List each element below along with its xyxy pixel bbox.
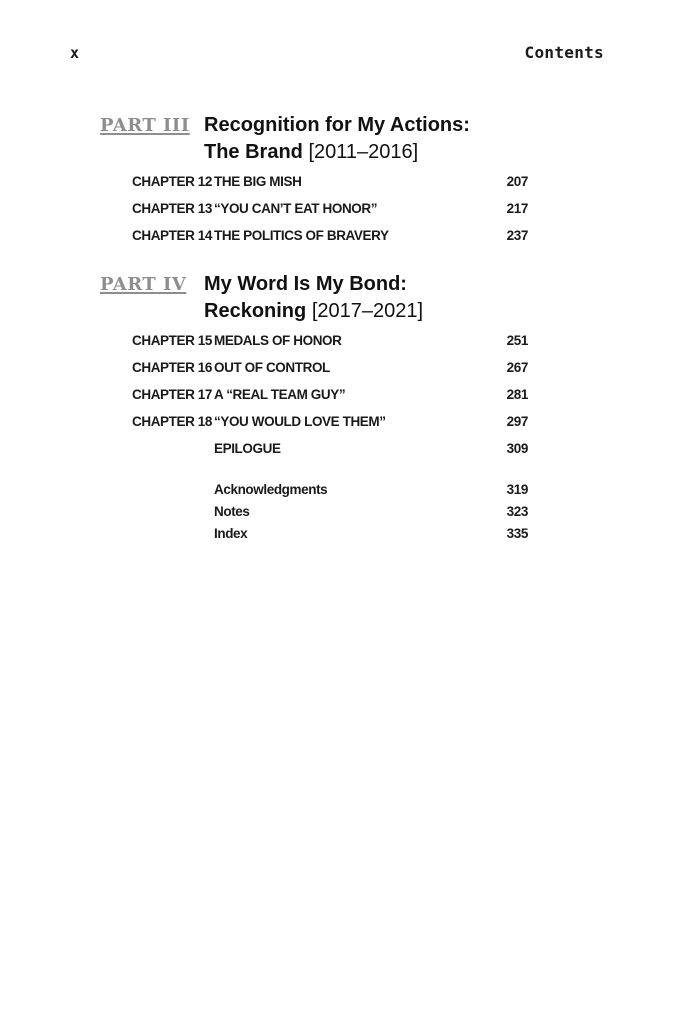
back-matter-title: Index	[214, 526, 248, 541]
page-folio: x	[70, 44, 80, 62]
back-matter-title: Notes	[214, 504, 250, 519]
chapter-title: OUT OF CONTROL	[214, 360, 330, 375]
part-subtitle	[204, 139, 470, 166]
chapter-number: CHAPTER 17	[132, 387, 213, 402]
toc-entry-back-matter[interactable]	[100, 482, 530, 504]
back-matter-page: 319	[506, 482, 528, 497]
toc-entry[interactable]	[100, 201, 530, 228]
part-heading	[100, 271, 530, 325]
chapter-title: “YOU WOULD LOVE THEM”	[214, 414, 386, 429]
chapter-page: 237	[506, 228, 528, 243]
chapter-number: CHAPTER 15	[132, 333, 213, 348]
chapter-page: 309	[506, 441, 528, 456]
chapter-page: 281	[506, 387, 528, 402]
running-head: Contents	[524, 43, 604, 62]
part-section	[100, 112, 530, 255]
chapter-title: “YOU CAN’T EAT HONOR”	[214, 201, 378, 216]
chapter-page: 297	[506, 414, 528, 429]
part-section	[100, 271, 530, 548]
part-subtitle	[204, 298, 423, 325]
chapter-list	[100, 174, 530, 255]
part-subtitle-years: [2017–2021]	[311, 300, 424, 322]
toc-entry[interactable]	[100, 174, 530, 201]
part-subtitle-years: [2011–2016]	[308, 141, 419, 163]
chapter-title: EPILOGUE	[214, 441, 281, 456]
toc-entry-epilogue[interactable]	[100, 441, 530, 468]
chapter-number: CHAPTER 14	[132, 228, 213, 243]
chapter-page: 267	[506, 360, 528, 375]
back-matter-list	[100, 482, 530, 548]
chapter-title: A “REAL TEAM GUY”	[214, 387, 346, 402]
toc-entry[interactable]	[100, 414, 530, 441]
toc-entry[interactable]	[100, 333, 530, 360]
chapter-page: 217	[506, 201, 528, 216]
back-matter-page: 323	[506, 504, 528, 519]
chapter-number: CHAPTER 18	[132, 414, 213, 429]
chapter-list	[100, 333, 530, 468]
chapter-title: THE POLITICS OF BRAVERY	[214, 228, 389, 243]
chapter-title: THE BIG MISH	[214, 174, 302, 189]
back-matter-title: Acknowledgments	[214, 482, 328, 497]
part-subtitle-name: Reckoning	[204, 300, 307, 322]
back-matter-page: 335	[506, 526, 528, 541]
chapter-title: MEDALS OF HONOR	[214, 333, 342, 348]
part-label: PART III	[100, 115, 190, 136]
chapter-number: CHAPTER 12	[132, 174, 213, 189]
part-title-block	[204, 271, 423, 325]
part-title-block	[204, 112, 470, 166]
chapter-page: 207	[506, 174, 528, 189]
toc-entry[interactable]	[100, 387, 530, 414]
toc-entry[interactable]	[100, 228, 530, 255]
part-heading	[100, 112, 530, 166]
toc-entry-back-matter[interactable]	[100, 526, 530, 548]
chapter-number: CHAPTER 13	[132, 201, 213, 216]
toc-entry-back-matter[interactable]	[100, 504, 530, 526]
chapter-page: 251	[506, 333, 528, 348]
part-subtitle-name: The Brand	[204, 141, 303, 163]
chapter-number: CHAPTER 16	[132, 360, 213, 375]
part-title: My Word Is My Bond:	[204, 273, 407, 295]
toc-entry[interactable]	[100, 360, 530, 387]
part-label: PART IV	[100, 274, 187, 295]
part-title: Recognition for My Actions:	[204, 114, 470, 136]
